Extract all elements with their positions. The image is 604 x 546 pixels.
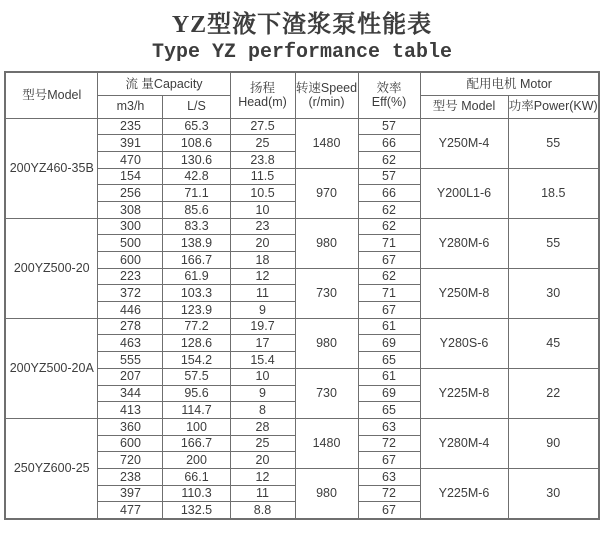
cell-capacity-m3h: 500 [98,235,163,252]
cell-head: 11 [230,485,295,502]
table-row [5,218,599,235]
cell-motor-model: Y250M-8 [420,268,508,318]
cell-head: 8 [230,402,295,419]
cell-motor-power: 45 [508,318,599,368]
cell-eff: 69 [358,385,420,402]
cell-pump-model: 200YZ460-35B [5,118,98,218]
cell-capacity-m3h: 555 [98,352,163,369]
cell-head: 25 [230,435,295,452]
table-row [5,318,599,335]
cell-motor-power: 90 [508,418,599,468]
cell-capacity-m3h: 470 [98,151,163,168]
cell-capacity-ls: 128.6 [163,335,230,352]
cell-capacity-m3h: 391 [98,135,163,152]
cell-capacity-ls: 108.6 [163,135,230,152]
header-speed: 转速Speed (r/min) [295,72,358,118]
header-capacity: 流 量Capacity [98,72,230,95]
cell-capacity-ls: 85.6 [163,201,230,218]
cell-eff: 66 [358,185,420,202]
cell-motor-power: 30 [508,268,599,318]
cell-capacity-m3h: 600 [98,435,163,452]
cell-capacity-m3h: 720 [98,452,163,469]
cell-head: 12 [230,468,295,485]
header-capacity-m3h: m3/h [98,95,163,118]
cell-head: 23 [230,218,295,235]
cell-capacity-m3h: 372 [98,285,163,302]
table-row [5,418,599,435]
cell-head: 18 [230,252,295,269]
cell-capacity-ls: 61.9 [163,268,230,285]
cell-motor-model: Y225M-6 [420,468,508,518]
cell-eff: 65 [358,352,420,369]
cell-capacity-m3h: 154 [98,168,163,185]
cell-motor-power: 55 [508,118,599,168]
cell-eff: 61 [358,318,420,335]
cell-capacity-ls: 66.1 [163,468,230,485]
cell-capacity-m3h: 413 [98,402,163,419]
cell-eff: 61 [358,368,420,385]
cell-speed: 730 [295,368,358,418]
cell-head: 8.8 [230,502,295,519]
table-body [5,118,599,519]
cell-head: 12 [230,268,295,285]
cell-capacity-ls: 154.2 [163,352,230,369]
header-motor-model: 型号 Model [420,95,508,118]
cell-eff: 57 [358,168,420,185]
cell-head: 20 [230,452,295,469]
cell-capacity-m3h: 278 [98,318,163,335]
cell-capacity-ls: 71.1 [163,185,230,202]
cell-capacity-ls: 95.6 [163,385,230,402]
cell-capacity-ls: 103.3 [163,285,230,302]
cell-head: 10.5 [230,185,295,202]
cell-eff: 65 [358,402,420,419]
cell-eff: 72 [358,485,420,502]
header-eff: 效率 Eff(%) [358,72,420,118]
cell-head: 19.7 [230,318,295,335]
cell-capacity-m3h: 397 [98,485,163,502]
cell-capacity-ls: 42.8 [163,168,230,185]
cell-capacity-ls: 138.9 [163,235,230,252]
cell-speed: 730 [295,268,358,318]
cell-capacity-ls: 114.7 [163,402,230,419]
cell-head: 28 [230,418,295,435]
cell-capacity-m3h: 446 [98,302,163,319]
cell-capacity-m3h: 600 [98,252,163,269]
page-subtitle: Type YZ performance table [151,41,453,64]
title-block [0,4,604,64]
header-model: 型号Model [5,72,98,118]
cell-capacity-m3h: 223 [98,268,163,285]
cell-eff: 67 [358,302,420,319]
cell-motor-model: Y280S-6 [420,318,508,368]
cell-eff: 62 [358,268,420,285]
cell-head: 10 [230,201,295,218]
cell-capacity-ls: 57.5 [163,368,230,385]
header-motor-power: 功率Power(KW) [508,95,599,118]
cell-eff: 66 [358,135,420,152]
cell-speed: 980 [295,218,358,268]
cell-capacity-m3h: 300 [98,218,163,235]
cell-eff: 63 [358,468,420,485]
cell-capacity-ls: 110.3 [163,485,230,502]
performance-table [4,71,600,520]
cell-capacity-m3h: 308 [98,201,163,218]
cell-speed: 970 [295,168,358,218]
cell-pump-model: 250YZ600-25 [5,418,98,518]
cell-capacity-ls: 65.3 [163,118,230,135]
cell-motor-power: 55 [508,218,599,268]
cell-head: 17 [230,335,295,352]
cell-eff: 57 [358,118,420,135]
cell-pump-model: 200YZ500-20A [5,318,98,418]
cell-capacity-m3h: 235 [98,118,163,135]
cell-capacity-ls: 200 [163,452,230,469]
cell-motor-model: Y200L1-6 [420,168,508,218]
cell-capacity-ls: 123.9 [163,302,230,319]
cell-pump-model: 200YZ500-20 [5,218,98,318]
cell-motor-power: 18.5 [508,168,599,218]
cell-speed: 980 [295,468,358,518]
cell-motor-model: Y250M-4 [420,118,508,168]
cell-capacity-m3h: 207 [98,368,163,385]
cell-head: 20 [230,235,295,252]
cell-head: 9 [230,385,295,402]
cell-eff: 71 [358,285,420,302]
cell-head: 11 [230,285,295,302]
cell-eff: 69 [358,335,420,352]
cell-capacity-ls: 132.5 [163,502,230,519]
cell-eff: 67 [358,252,420,269]
cell-speed: 1480 [295,118,358,168]
cell-motor-model: Y225M-8 [420,368,508,418]
cell-capacity-ls: 77.2 [163,318,230,335]
cell-motor-power: 22 [508,368,599,418]
cell-capacity-ls: 100 [163,418,230,435]
cell-capacity-m3h: 477 [98,502,163,519]
cell-eff: 67 [358,502,420,519]
page-title: YZ型液下渣浆泵性能表 [171,12,433,38]
cell-capacity-m3h: 360 [98,418,163,435]
table-header [5,72,599,118]
cell-eff: 62 [358,201,420,218]
cell-capacity-ls: 166.7 [163,252,230,269]
cell-capacity-ls: 130.6 [163,151,230,168]
cell-head: 27.5 [230,118,295,135]
cell-capacity-ls: 166.7 [163,435,230,452]
cell-eff: 63 [358,418,420,435]
cell-capacity-ls: 83.3 [163,218,230,235]
cell-head: 25 [230,135,295,152]
cell-speed: 980 [295,318,358,368]
cell-head: 10 [230,368,295,385]
header-head: 扬程 Head(m) [230,72,295,118]
header-capacity-ls: L/S [163,95,230,118]
header-motor: 配用电机 Motor [420,72,599,95]
cell-capacity-m3h: 344 [98,385,163,402]
cell-capacity-m3h: 463 [98,335,163,352]
cell-eff: 72 [358,435,420,452]
cell-capacity-m3h: 256 [98,185,163,202]
cell-capacity-m3h: 238 [98,468,163,485]
cell-motor-model: Y280M-4 [420,418,508,468]
cell-head: 23.8 [230,151,295,168]
cell-eff: 62 [358,218,420,235]
cell-head: 11.5 [230,168,295,185]
cell-eff: 67 [358,452,420,469]
cell-motor-power: 30 [508,468,599,518]
cell-eff: 62 [358,151,420,168]
cell-head: 15.4 [230,352,295,369]
cell-eff: 71 [358,235,420,252]
cell-speed: 1480 [295,418,358,468]
table-row [5,118,599,135]
cell-motor-model: Y280M-6 [420,218,508,268]
cell-head: 9 [230,302,295,319]
